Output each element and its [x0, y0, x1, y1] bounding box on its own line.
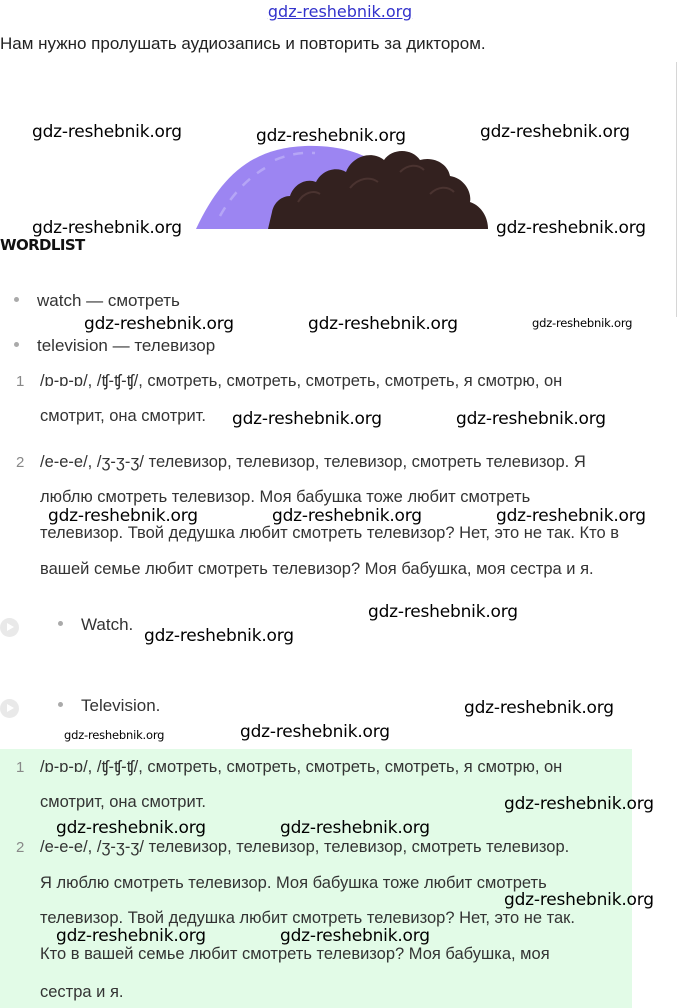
watermark: gdz-reshebnik.org: [368, 602, 518, 622]
watermark: gdz-reshebnik.org: [32, 218, 182, 238]
audio-label: Television.: [81, 696, 161, 715]
answer-item-number: 2: [16, 839, 25, 856]
watermark: gdz-reshebnik.org: [464, 698, 614, 718]
play-icon[interactable]: [0, 618, 19, 637]
answer-line: Кто в вашей семье любит смотреть телевизор? Моя бабушка, моя: [40, 945, 550, 963]
bullet-icon: [14, 297, 19, 302]
watermark: gdz-reshebnik.org: [496, 506, 646, 526]
answer-line: /e-e-e/, /ʒ-ʒ-ʒ/ телевизор, телевизор, телевизор, смотреть телевизор.: [40, 838, 570, 856]
watermark: gdz-reshebnik.org: [480, 122, 630, 142]
exercise-line: телевизор. Твой дедушка любит смотреть телевизор? Нет, это не так. Кто в: [40, 524, 620, 542]
exercise-line: вашей семье любит смотреть телевизор? Моя бабушка, моя сестра и я.: [40, 560, 594, 578]
watermark: gdz-reshebnik.org: [144, 626, 294, 646]
watermark: gdz-reshebnik.org: [272, 506, 422, 526]
bullet-icon: [58, 702, 63, 707]
exercise-item-number: 1: [16, 373, 25, 390]
watermark: gdz-reshebnik.org: [32, 122, 182, 142]
watermark: gdz-reshebnik.org: [232, 409, 382, 429]
exercise-line: /ɒ-ɒ-ɒ/, /ʧ-ʧ-ʧ/, смотреть, смотреть, смотреть, смотреть, я смотрю, он: [40, 372, 563, 390]
site-title: [0, 2, 680, 22]
watermark: gdz-reshebnik.org: [280, 926, 430, 946]
watermark: gdz-reshebnik.org: [504, 794, 654, 814]
watermark: gdz-reshebnik.org: [64, 728, 165, 742]
answer-item-number: 1: [16, 759, 25, 776]
answer-line: сестра и я.: [40, 983, 124, 1001]
wordlist-title: WORDLIST: [0, 236, 85, 254]
watermark: gdz-reshebnik.org: [308, 314, 458, 334]
watermark: gdz-reshebnik.org: [48, 506, 198, 526]
exercise-item-number: 2: [16, 454, 25, 471]
intro-text: Нам нужно пролушать аудиозапись и повторить за диктором.: [0, 34, 486, 53]
wordlist-item: [14, 336, 215, 356]
exercise-line: смотрит, она смотрит.: [40, 407, 206, 425]
play-icon[interactable]: [0, 699, 19, 718]
answer-line: Я люблю смотреть телевизор. Моя бабушка тоже любит смотреть: [40, 874, 547, 892]
watermark: gdz-reshebnik.org: [532, 316, 633, 330]
answer-line: телевизор. Твой дедушка любит смотреть телевизор? Нет, это не так.: [40, 909, 575, 927]
exercise-line: люблю смотреть телевизор. Моя бабушка тоже любит смотреть: [40, 488, 531, 506]
bullet-icon: [14, 342, 19, 347]
watermark: gdz-reshebnik.org: [496, 218, 646, 238]
watermark: gdz-reshebnik.org: [256, 126, 406, 146]
wordlist-item: [14, 291, 180, 311]
answer-line: смотрит, она смотрит.: [40, 793, 206, 811]
watermark: gdz-reshebnik.org: [456, 409, 606, 429]
wordlist-item-text: television — телевизор: [37, 336, 216, 355]
hero-illustration: [190, 138, 500, 232]
site-link[interactable]: gdz-reshebnik.org: [267, 2, 413, 21]
exercise-line: /e-e-e/, /ʒ-ʒ-ʒ/ телевизор, телевизор, телевизор, смотреть телевизор. Я: [40, 453, 586, 471]
watermark: gdz-reshebnik.org: [56, 818, 206, 838]
answer-line: /ɒ-ɒ-ɒ/, /ʧ-ʧ-ʧ/, смотреть, смотреть, смотреть, смотреть, я смотрю, он: [40, 758, 563, 776]
audio-label: Watch.: [81, 615, 134, 634]
watermark: gdz-reshebnik.org: [504, 890, 654, 910]
watermark: gdz-reshebnik.org: [56, 926, 206, 946]
bullet-icon: [58, 621, 63, 626]
watermark: gdz-reshebnik.org: [84, 314, 234, 334]
watermark: gdz-reshebnik.org: [280, 818, 430, 838]
divider: [676, 62, 677, 317]
wordlist-item-text: watch — смотреть: [37, 291, 180, 310]
watermark: gdz-reshebnik.org: [240, 722, 390, 742]
